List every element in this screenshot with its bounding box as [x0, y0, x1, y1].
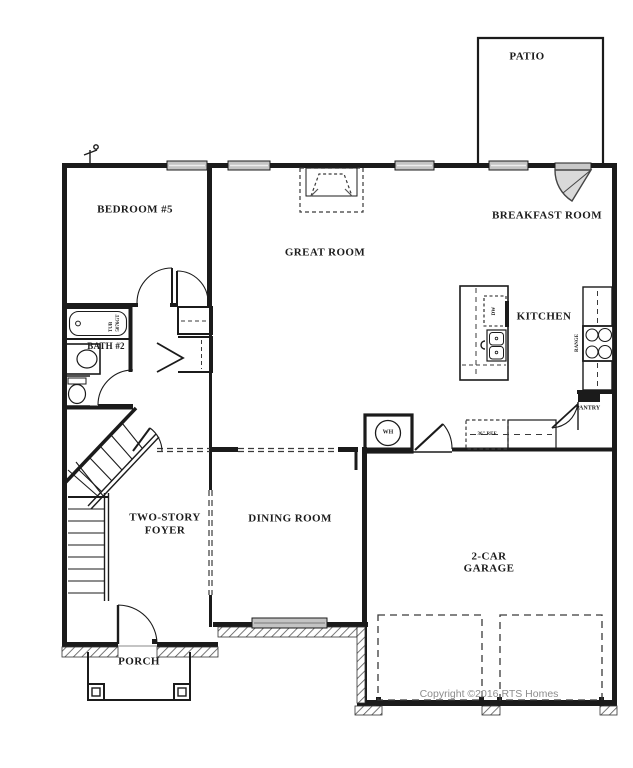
label-dining-room: DINING ROOM — [248, 512, 332, 525]
label-refrigerator: 36" REF — [477, 432, 497, 438]
label-foyer-line1: TWO-STORY — [129, 511, 201, 524]
kitchen-island — [460, 286, 509, 380]
garage-entry-door — [413, 424, 452, 452]
front-door — [118, 605, 157, 644]
label-kitchen: KITCHEN — [516, 310, 572, 323]
hall-closets — [157, 307, 212, 372]
label-garage-line2: GARAGE — [463, 562, 515, 575]
label-tub-line1: TUB — [109, 321, 115, 333]
label-water-heater: WH — [382, 429, 394, 436]
label-porch: PORCH — [118, 655, 160, 668]
label-tub-line2: 5076GT — [116, 314, 122, 332]
label-bedroom5: BEDROOM #5 — [97, 203, 173, 216]
label-great-room: GREAT ROOM — [284, 246, 366, 259]
stair-door — [133, 428, 162, 451]
label-garage-line1: 2-CAR — [471, 550, 507, 563]
label-dishwasher: DW — [492, 306, 498, 316]
stairs — [64, 408, 159, 601]
range — [583, 326, 613, 361]
label-range: RANGE — [575, 333, 581, 353]
bath-door — [98, 370, 133, 405]
patio-door — [555, 163, 591, 201]
copyright-text: Copyright ©2016 RTS Homes — [419, 688, 559, 700]
label-pantry: PANTRY — [575, 405, 601, 412]
fireplace — [300, 168, 363, 212]
bedroom-doors — [137, 268, 208, 303]
label-breakfast-room: BREAKFAST ROOM — [491, 209, 603, 222]
label-bath2: BATH #2 — [87, 340, 125, 351]
toilet — [64, 376, 90, 406]
label-patio: PATIO — [509, 50, 545, 63]
label-foyer-line2: FOYER — [144, 524, 186, 537]
hose-bib-icon — [84, 145, 98, 164]
